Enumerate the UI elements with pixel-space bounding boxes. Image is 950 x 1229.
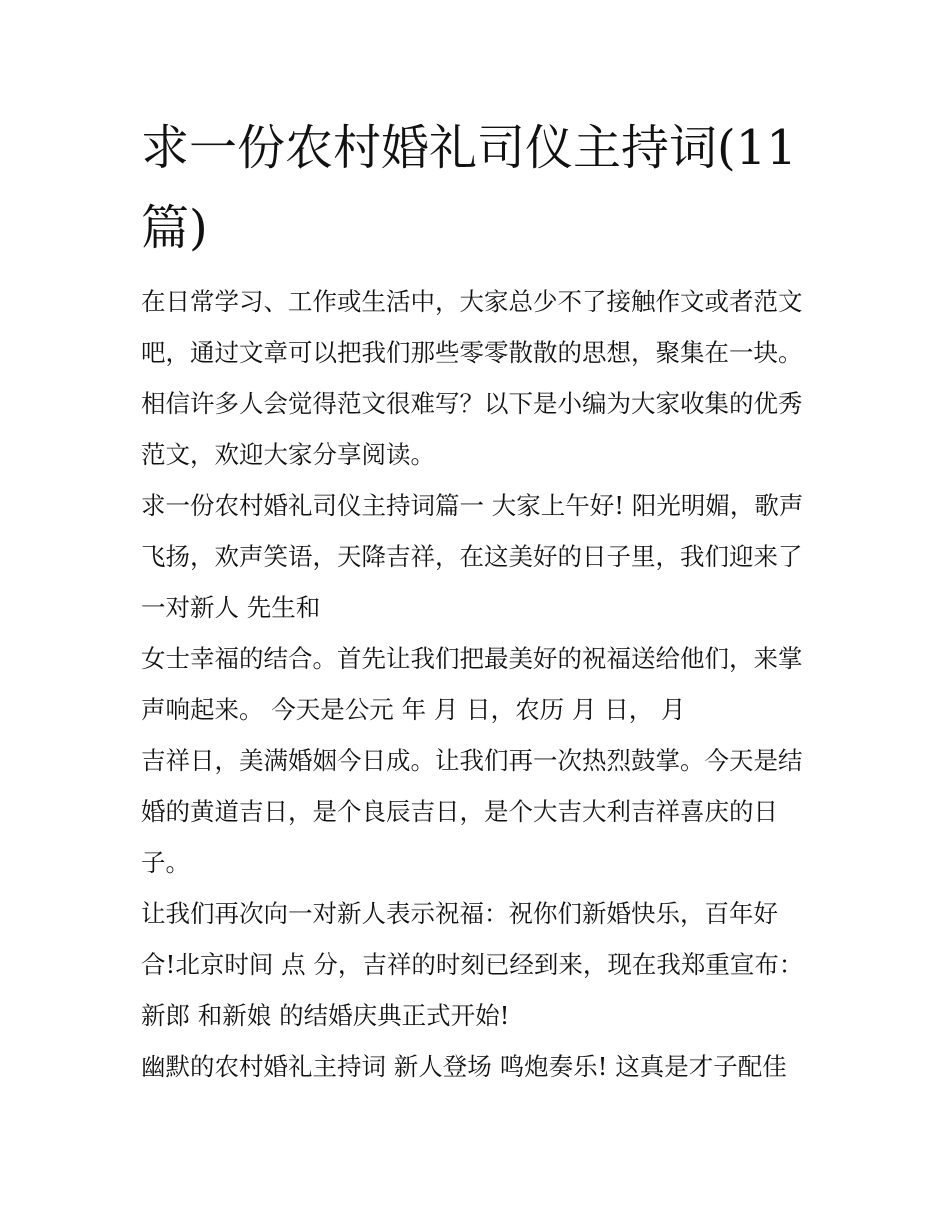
text-line: 吉祥日，美满婚姻今日成。让我们再一次热烈鼓掌。今天是结 — [141, 746, 803, 775]
paragraph-part-one — [141, 480, 821, 633]
text-line: 一对新人 先生和 — [141, 593, 321, 622]
text-line: 声响起来。 今天是公元 年 月 日，农历 月 日， 月 — [141, 695, 686, 724]
paragraph-auspicious-day — [141, 735, 821, 888]
paragraph-intro — [141, 276, 821, 480]
text-line: 吧，通过文章可以把我们那些零零散散的思想，聚集在一块。 — [141, 338, 803, 367]
text-line: 幽默的农村婚礼主持词 新人登场 鸣炮奏乐! 这真是才子配佳 — [141, 1052, 787, 1081]
document-page — [141, 108, 821, 1092]
text-line: 女士幸福的结合。首先让我们把最美好的祝福送给他们，来掌 — [141, 644, 803, 673]
paragraph-blessing — [141, 633, 821, 735]
text-line: 新郎 和新娘 的结婚庆典正式开始! — [141, 1001, 510, 1030]
text-line: 婚的黄道吉日，是个良辰吉日，是个大吉大利吉祥喜庆的日 — [141, 797, 778, 826]
text-line: 在日常学习、工作或生活中，大家总少不了接触作文或者范文 — [141, 287, 803, 316]
paragraph-ceremony-start — [141, 888, 821, 1041]
text-line: 范文，欢迎大家分享阅读。 — [141, 440, 435, 469]
title-line: 求一份农村婚礼司仪主持词(11 — [141, 120, 797, 176]
paragraph-humorous — [141, 1041, 821, 1092]
text-line: 让我们再次向一对新人表示祝福：祝你们新婚快乐，百年好 — [141, 899, 778, 928]
document-title — [141, 108, 821, 268]
text-line: 子。 — [141, 848, 190, 877]
text-line: 相信许多人会觉得范文很难写？以下是小编为大家收集的优秀 — [141, 389, 803, 418]
text-line: 合!北京时间 点 分，吉祥的时刻已经到来，现在我郑重宣布： — [141, 950, 804, 979]
title-line: 篇) — [141, 200, 208, 256]
text-line: 飞扬，欢声笑语，天降吉祥，在这美好的日子里，我们迎来了 — [141, 542, 803, 571]
text-line: 求一份农村婚礼司仪主持词篇一 大家上午好! 阳光明媚，歌声 — [141, 491, 804, 520]
